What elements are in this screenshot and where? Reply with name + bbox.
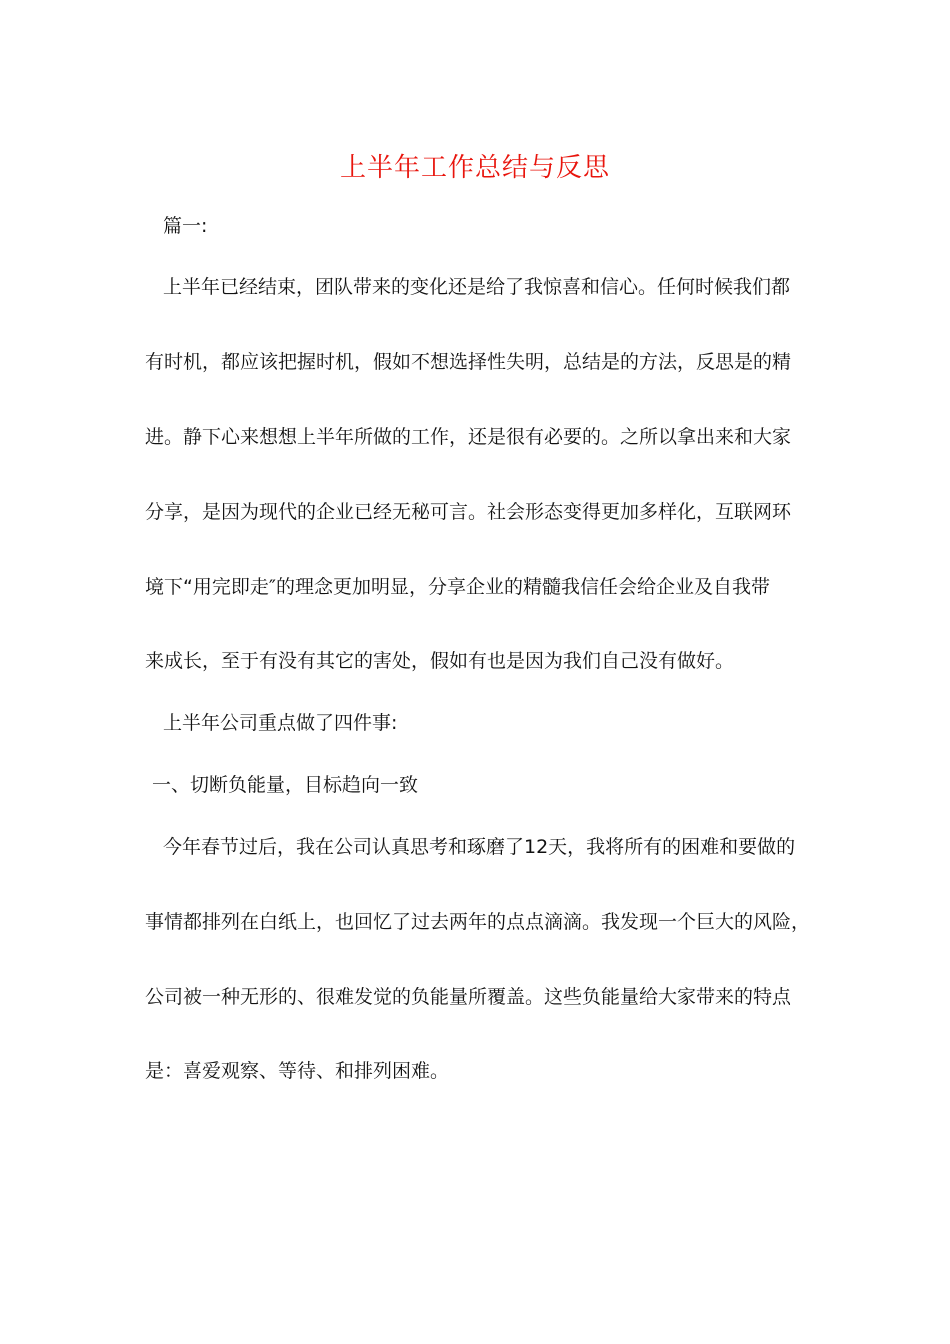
paragraph-line: 上半年公司重点做了四件事:	[163, 712, 398, 734]
paragraph-line: 上半年已经结束，团队带来的变化还是给了我惊喜和信心。任何时候我们都	[163, 276, 791, 298]
paragraph-line: 今年春节过后，我在公司认真思考和琢磨了12天，我将所有的困难和要做的	[163, 836, 796, 858]
paragraph-line: 事情都排列在白纸上，也回忆了过去两年的点点滴滴。我发现一个巨大的风险，	[145, 911, 811, 933]
paragraph-line: 分享，是因为现代的企业已经无秘可言。社会形态变得更加多样化，互联网环	[145, 501, 792, 523]
section-heading: 一、切断负能量，目标趋向一致	[152, 774, 419, 796]
paragraph-line: 有时机，都应该把握时机，假如不想选择性失明，总结是的方法，反思是的精	[145, 351, 792, 373]
paragraph-line: 境下“用完即走″的理念更加明显，分享企业的精髓我信任会给企业及自我带	[145, 576, 770, 598]
section-label: 篇一:	[163, 215, 208, 237]
paragraph-line: 来成长，至于有没有其它的害处，假如有也是因为我们自己没有做好。	[145, 650, 735, 672]
document-title: 上半年工作总结与反思	[339, 153, 610, 183]
paragraph-line: 进。静下心来想想上半年所做的工作，还是很有必要的。之所以拿出来和大家	[145, 426, 792, 448]
paragraph-line: 是：喜爱观察、等待、和排列困难。	[145, 1060, 450, 1082]
paragraph-line: 公司被一种无形的、很难发觉的负能量所覆盖。这些负能量给大家带来的特点	[145, 986, 792, 1008]
